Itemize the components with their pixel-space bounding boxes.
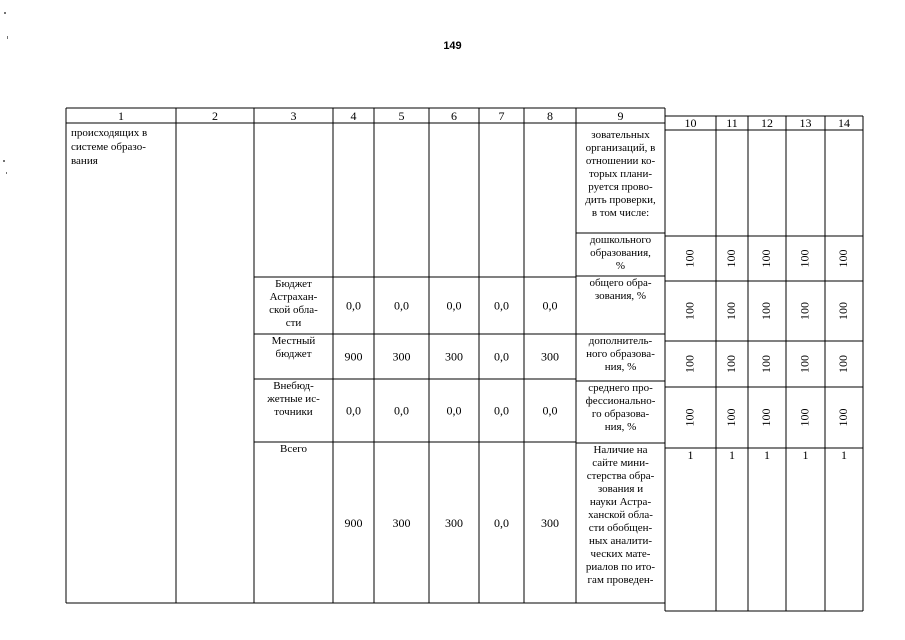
indicator-value: 100 — [797, 249, 812, 268]
indicator-value: 100 — [758, 355, 773, 373]
indicator-label: % — [615, 260, 626, 272]
funding-value: 300 — [445, 516, 463, 530]
funding-source-label: Астрахан- — [269, 291, 318, 303]
indicator-value: 100 — [797, 355, 812, 373]
funding-value: 0,0 — [346, 298, 361, 313]
indicator-value: 100 — [682, 302, 697, 320]
header-cell: 8 — [547, 109, 553, 123]
indicator-label: риалов по ито- — [585, 561, 656, 573]
funding-value: 300 — [445, 349, 463, 364]
indicator-label: Наличие на — [593, 444, 648, 456]
indicator-intro-text: дить проверки, — [585, 194, 656, 206]
page-number: 149 — [443, 40, 462, 52]
indicator-value: 100 — [723, 355, 738, 373]
indicator-label: ного образова- — [586, 348, 655, 360]
indicator-label: фессионально- — [585, 395, 656, 407]
indicator-intro-text: в том числе: — [591, 207, 650, 219]
scan-speck — [4, 12, 6, 14]
indicator-intro-text: отношении ко- — [585, 155, 656, 167]
funding-value: 0,0 — [494, 349, 509, 364]
header-cell: 11 — [726, 116, 738, 130]
column-1-text: вания — [71, 155, 98, 167]
indicator-label: гам проведен- — [587, 574, 654, 586]
funding-value: 900 — [344, 516, 363, 530]
header-cell: 4 — [350, 109, 357, 123]
funding-value: 0,0 — [394, 403, 409, 418]
funding-value: 0,0 — [394, 298, 409, 313]
column-1-text: происходящих в — [71, 127, 148, 139]
header-cell: 14 — [838, 116, 850, 130]
indicator-label: ханской обла- — [588, 509, 653, 521]
funding-value: 0,0 — [542, 298, 558, 313]
header-cell: 7 — [498, 109, 505, 123]
indicator-value: 100 — [835, 249, 850, 268]
indicator-value: 1 — [764, 448, 770, 462]
indicator-label: сайте мини- — [592, 457, 649, 469]
funding-source-label: жетные ис- — [267, 393, 320, 405]
header-cell: 3 — [290, 109, 297, 123]
funding-value: 300 — [392, 349, 411, 364]
indicator-intro-text: торых плани- — [589, 168, 652, 180]
indicator-label: дополнитель- — [588, 335, 653, 347]
funding-source-label: Внебюд- — [273, 380, 314, 392]
funding-value: 0,0 — [494, 298, 509, 313]
funding-source-label: Местный — [271, 335, 316, 347]
header-cell: 13 — [799, 116, 812, 130]
indicator-value: 1 — [729, 448, 735, 462]
funding-source-label: Бюджет — [275, 278, 312, 290]
indicator-label: дошкольного — [589, 234, 652, 246]
header-cell: 1 — [118, 109, 124, 123]
indicator-value: 100 — [835, 355, 850, 373]
indicator-value: 100 — [835, 302, 850, 320]
funding-value: 0,0 — [542, 403, 558, 418]
indicator-value: 100 — [723, 408, 738, 427]
funding-value: 300 — [392, 516, 411, 530]
funding-value: 0,0 — [446, 298, 462, 313]
header-cell: 6 — [451, 109, 457, 123]
scan-speck — [7, 36, 8, 39]
indicator-value: 100 — [758, 249, 773, 268]
indicator-label: ных аналити- — [588, 535, 653, 547]
indicator-value: 100 — [682, 408, 697, 427]
indicator-label: среднего про- — [588, 382, 653, 394]
scan-speck — [6, 172, 7, 174]
indicator-value: 100 — [682, 355, 697, 373]
indicator-label: стерства обра- — [586, 470, 655, 482]
funding-source-label: ской обла- — [269, 304, 318, 316]
indicator-label: ния, % — [604, 361, 637, 373]
indicator-value: 100 — [797, 302, 812, 320]
funding-source-label: точники — [274, 406, 313, 418]
indicator-label: зования и — [597, 483, 644, 495]
indicator-intro-text: зовательных — [591, 129, 650, 141]
funding-value: 0,0 — [494, 516, 509, 530]
indicator-value: 100 — [758, 408, 773, 427]
indicator-value: 100 — [835, 408, 850, 427]
funding-source-label: Всего — [280, 443, 307, 455]
indicator-label: го образова- — [591, 408, 650, 420]
indicator-intro-text: руется прово- — [588, 181, 653, 193]
indicator-value: 1 — [802, 448, 809, 462]
indicator-value: 100 — [797, 408, 812, 427]
funding-value: 300 — [541, 349, 559, 364]
funding-value: 0,0 — [494, 403, 509, 418]
indicator-intro-text: организаций, в — [585, 142, 656, 154]
indicator-label: ческих мате- — [590, 548, 651, 560]
column-1-text: системе образо- — [71, 141, 146, 153]
funding-source-label: сти — [285, 317, 302, 329]
indicator-label: зования, % — [594, 290, 647, 302]
funding-value: 300 — [541, 516, 559, 530]
indicator-value: 100 — [723, 249, 738, 268]
header-cell: 5 — [398, 109, 405, 123]
indicator-value: 1 — [841, 448, 847, 462]
funding-source-label: бюджет — [275, 348, 312, 360]
header-cell: 2 — [212, 109, 218, 123]
indicator-label: сти обобщен- — [588, 522, 653, 534]
header-cell: 9 — [617, 109, 624, 123]
header-cell: 12 — [761, 116, 773, 130]
funding-value: 0,0 — [446, 403, 462, 418]
indicator-value: 100 — [758, 302, 773, 320]
indicator-label: образования, — [590, 247, 651, 259]
scan-speck — [3, 160, 5, 162]
indicator-value: 100 — [723, 302, 738, 320]
indicator-label: общего обра- — [589, 277, 652, 289]
indicator-value: 100 — [682, 249, 697, 268]
funding-value: 900 — [344, 349, 363, 364]
indicator-label: науки Астра- — [589, 496, 652, 508]
header-cell: 10 — [684, 116, 697, 130]
funding-value: 0,0 — [346, 403, 361, 418]
indicator-value: 1 — [687, 448, 694, 462]
indicator-label: ния, % — [604, 421, 637, 433]
